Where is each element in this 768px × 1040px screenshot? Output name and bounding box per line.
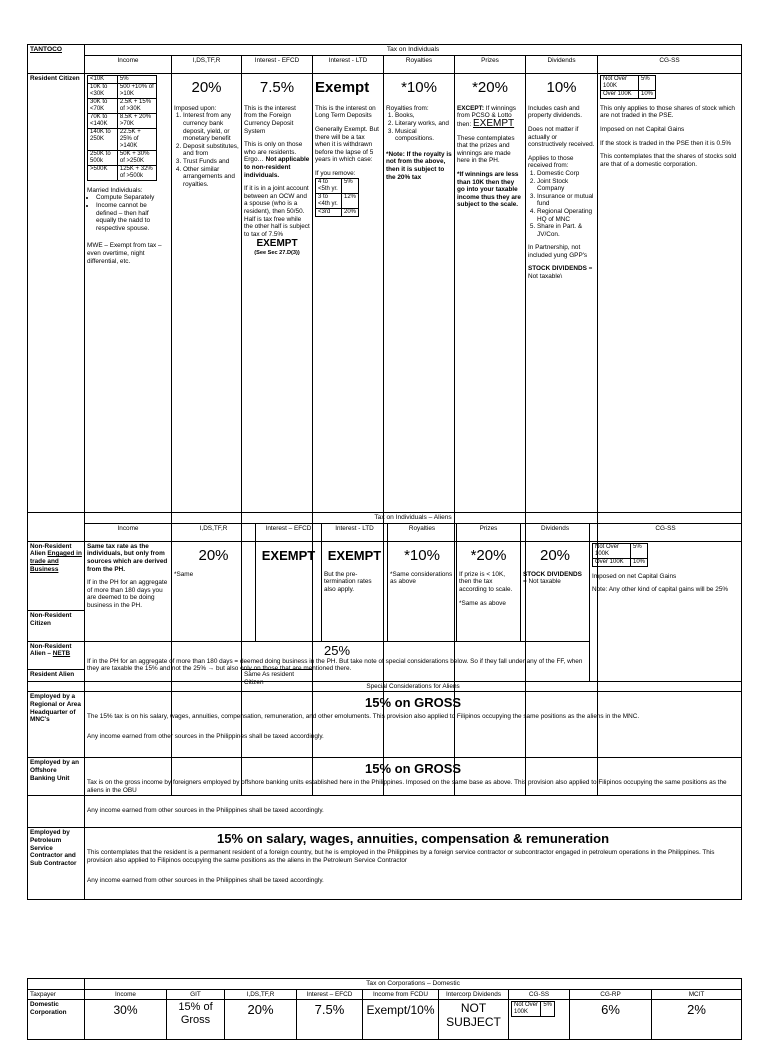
efcd-exempt: EXEMPT <box>256 238 298 250</box>
petroleum-contractor-cell: 15% on salary, wages, annuities, compensation & remuneration This contemplates that the resident is a permanent resident of a foreign country, but he is employed in the Philippines by a foreign service contractor or subcontractor engaged in petroleum operations in the Philippines. This provision also applied to Filipinos occupying the same positions as the aliens in the Petroleum Service Contractor Any income earned from other sources in the Philippines shall be taxed accordingly. <box>85 828 742 900</box>
col-dividends: Dividends <box>526 55 598 73</box>
corp-mcit-rate: 2% <box>687 1002 706 1018</box>
aliens-table-title: Tax on Individuals – Aliens <box>85 513 742 524</box>
ltd-rate: Exempt <box>315 78 370 96</box>
col-git: GIT <box>167 989 225 1000</box>
aliens-ltd-rate: EXEMPT <box>327 547 382 563</box>
corp-idstfr-rate: 20% <box>247 1002 274 1018</box>
corp-cgrp-rate: 6% <box>601 1002 620 1018</box>
col-dividends: Dividends <box>521 523 590 541</box>
corp-income-rate: 30% <box>113 1003 138 1018</box>
col-cgss: CG-SS <box>598 55 742 73</box>
col-idstfr: I,DS,TF,R <box>172 55 242 73</box>
aliens-royalties-rate: *10% <box>404 546 440 564</box>
aliens-ltd-cell: EXEMPT But the pre-termination rates also apply. <box>322 541 388 641</box>
col-idstfr: I,DS,TF,R <box>172 523 256 541</box>
row-resident-citizen: Resident Citizen <box>28 73 85 610</box>
row-petroleum-contractor: Employed by Petroleum Service Contractor and Sub Contractor <box>28 828 85 900</box>
row-offshore-banking: Employed by an Offshore Banking Unit <box>28 758 85 828</box>
col-income: Income <box>85 55 172 73</box>
corner-label: TANTOCO <box>28 45 85 74</box>
royalties-cell: *10% Royalties from: 1. Books, 2. Literary works, and 3. Musical compositions. *Note: If the royalty is not from the above, then it is subject to the 20% tax <box>384 73 455 795</box>
royalties-list: 1. Books, 2. Literary works, and 3. Musical compositions. <box>386 112 452 142</box>
ltd-pretermination-table: 4 to <5th yr. 5% 3 to <4th yr. 12% <3rd 20% <box>315 178 359 217</box>
col-taxpayer: Taxpayer <box>28 989 85 1000</box>
col-royalties: Royalties <box>384 55 455 73</box>
prizes-rate: *20% <box>472 78 508 96</box>
efcd-cell: 7.5% This is the interest from the Foreign Currency Deposit System This is only on those who are residents. Ergo… Not applicable to non-resident individuals. If it is in a joint account between an OCW and a spouse (who is a resident), then 50/50. Half is tax free while the other half is subject to tax of 7.5% EXEMPT (See Sec 27.D(3)) <box>242 73 313 670</box>
corp-efcd-rate: 7.5% <box>314 1002 345 1018</box>
col-idstfr: I,DS,TF,R <box>225 989 297 1000</box>
row-resident-alien: Resident Alien <box>28 670 85 795</box>
corp-intercorp-rate: NOT SUBJECT <box>446 1001 501 1030</box>
row-domestic-corporation: Domestic Corporation <box>28 1000 85 1040</box>
petroleum-contractor-rate: 15% on salary, wages, annuities, compensation & remuneration <box>217 831 610 847</box>
col-efcd: Interest – EFCD <box>256 523 322 541</box>
aliens-idstfr-rate: 20% <box>198 546 229 564</box>
married-title: Married Individuals: <box>87 186 143 194</box>
col-intercorp: Intercorp Dividends <box>439 989 509 1000</box>
row-nonresident-citizen: Non-Resident Citizen <box>28 611 85 670</box>
aliens-efcd-rate: EXEMPT <box>261 547 316 563</box>
idstfr-cell: 20% Imposed upon: 1. Interest from any currency bank deposit, yield, or monetary benefit 2. Deposit substitutes, and from 3. Trust Funds and 4. Other similar arrangements and royalties. <box>172 73 242 795</box>
married-list: • Compute Separately • Income cannot be defined – then half equally the nadd to respective spouse. <box>87 194 169 232</box>
row-regional-hq: Employed by a Regional or Area Headquarter of MNC's <box>28 692 85 758</box>
royalties-rate: *10% <box>401 78 437 96</box>
income-bracket-table: <10K 5% 10K to <30K 500 +10% of >10K 30K to <70K 2.5K + 15% of >30K 70K to <140K 8.5K + 20% >70K 140K to 250K 22.5K + 25% of >140K 250K to 500k 50K + 30% of >250K >500K 125K + 32% of >500k <box>87 75 157 181</box>
special-considerations-heading: Special Considerations for Aliens <box>85 681 742 692</box>
col-ltd: Interest - LTD <box>313 55 384 73</box>
corporations-tax-table <box>27 978 742 1040</box>
aliens-cgss-rate-table: Not Over 100K 5% Over 100K 10% <box>592 543 648 567</box>
dividends-list: 1. Domestic Corp 2. Joint Stock Company 3. Insurance or mutual fund 4. Regional Operating HQ of MNC 5. Share in Part. & JV/Con. <box>528 170 595 238</box>
dividends-rate: 10% <box>546 78 577 96</box>
table-title: Tax on Individuals <box>85 45 742 56</box>
col-efcd: Interest - EFCD <box>242 55 313 73</box>
aliens-prizes-cell: *20% If prize is < 10K, then the tax according to scale. *Same as above <box>457 541 521 641</box>
corporations-table-title: Tax on Corporations – Domestic <box>85 979 742 990</box>
col-efcd: Interest – EFCD <box>297 989 363 1000</box>
netb-rate: 25% <box>323 642 351 658</box>
aliens-cgss-cell: Not Over 100K 5% Over 100K 10% Imposed on net Capital Gains Note: Any other kind of capital gains will be 25% <box>590 541 742 681</box>
offshore-banking-rate: 15% on GROSS <box>365 761 462 777</box>
corp-cgss-rate-table: Not Over 100K 5% <box>511 1001 555 1017</box>
regional-hq-cell: 15% on GROSS The 15% tax is on his salary, wages, annuities, compensation, remuneration, and other emoluments. This provision also applied to Filipinos occupying the same positions as the aliens in the MNC. Any income earned from other sources in the Philippines shall be taxed accordingly. <box>85 692 742 758</box>
aliens-tax-table <box>27 512 742 900</box>
row-nonresident-alien-netb: Non-Resident Alien – NETB <box>28 641 85 681</box>
ltd-cell: Exempt This is the interest on Long Term Deposits Generally Exempt. But there will be a tax when it is withdrawn before the lapse of 5 years in which case: If you remove: 4 to <5th yr. 5% 3 to <4th yr. 12% <3rd 20% <box>313 73 384 795</box>
col-royalties: Royalties <box>388 523 457 541</box>
mwe-note: MWE – Exempt from tax – even overtime, night differential, etc. <box>87 242 162 265</box>
netb-cell: 25% If in the PH for an aggregate of more than 180 days = deemed doing business in the PH. But take note of special considerations below. So if they fall under any of the FF, when they are taxable the 15% and not the 25% → but also only on those that are mentioned there. <box>85 641 590 681</box>
col-income: Income <box>85 523 172 541</box>
idstfr-rate: 20% <box>191 78 222 96</box>
corp-fcdu-rate: Exempt/10% <box>366 1003 435 1018</box>
aliens-royalties-cell: *10% *Same considerations as above <box>388 541 457 641</box>
col-income: Income <box>85 989 167 1000</box>
col-prizes: Prizes <box>457 523 521 541</box>
efcd-rate: 7.5% <box>259 78 295 96</box>
col-cgrp: CG-RP <box>570 989 652 1000</box>
cgss-cell: Not Over 100K 5% Over 100K 10% This only applies to those shares of stock which are not traded in the PSE. Imposed on net Capital Gains If the stock is traded in the PSE then it is 0.5% This contemplates that the shares of stocks sold are that of a domestic corporation. <box>598 73 742 795</box>
col-ltd: Interest - LTD <box>322 523 388 541</box>
aliens-dividends-cell: 20% STOCK DIVIDENDS = Not taxable <box>521 541 590 641</box>
aliens-prizes-rate: *20% <box>470 546 507 564</box>
efcd-same-cell: Same As resident Citizen <box>242 670 313 795</box>
aliens-income-cell: Same tax rate as the individuals, but only from sources which are derived from the PH. If in the PH for an aggregate of more than 180 days you are deemed to be doing business in the PH. <box>85 541 172 641</box>
corp-git-rate: 15% of Gross <box>178 1001 213 1027</box>
row-nonresident-alien-etb: Non-Resident Alien Engaged in trade and Business <box>28 541 85 641</box>
col-mcit: MCIT <box>652 989 742 1000</box>
aliens-idstfr-cell: 20% *Same <box>172 541 256 641</box>
col-cgss: CG-SS <box>509 989 570 1000</box>
col-prizes: Prizes <box>455 55 526 73</box>
cgss-rate-table: Not Over 100K 5% Over 100K 10% <box>600 75 656 99</box>
dividends-cell: 10% Includes cash and property dividends. Does not matter if actually or constructively received. Applies to those received from: 1. Domestic Corp 2. Joint Stock Company 3. Insurance or mutual fund 4. Regional Operating HQ of MNC 5. Share in Part. & JV/Con. In Partnership, not included yung GPP's STOCK DIVIDENDS = Not taxable\ <box>526 73 598 795</box>
prizes-cell: *20% EXCEPT: If winnings from PCSO & Lotto then: EXEMPT These contemplates that the prizes and winnings are made here in the PH. *If winnings are less than 10K then they go into your taxable income thus they are subject to the scale. <box>455 73 526 795</box>
col-cgss: CG-SS <box>590 523 742 541</box>
offshore-banking-cell: 15% on GROSS Tax is on the gross income by foreigners employed by offshore banking units established here in the Philippines. Imposed on the same base as above. This provision also applied to Filipinos occupying the same positions as the aliens in the OBU Any income earned from other sources in the Philippines shall be taxed accordingly. <box>85 758 742 828</box>
aliens-efcd-cell <box>256 541 322 641</box>
regional-hq-rate: 15% on GROSS <box>365 695 462 711</box>
aliens-dividends-rate: 20% <box>539 546 571 564</box>
idstfr-list: 1. Interest from any currency bank deposit, yield, or monetary benefit 2. Deposit substitutes, and from 3. Trust Funds and 4. Other similar arrangements and royalties. <box>174 112 239 188</box>
col-fcdu: Income from FCDU <box>363 989 439 1000</box>
